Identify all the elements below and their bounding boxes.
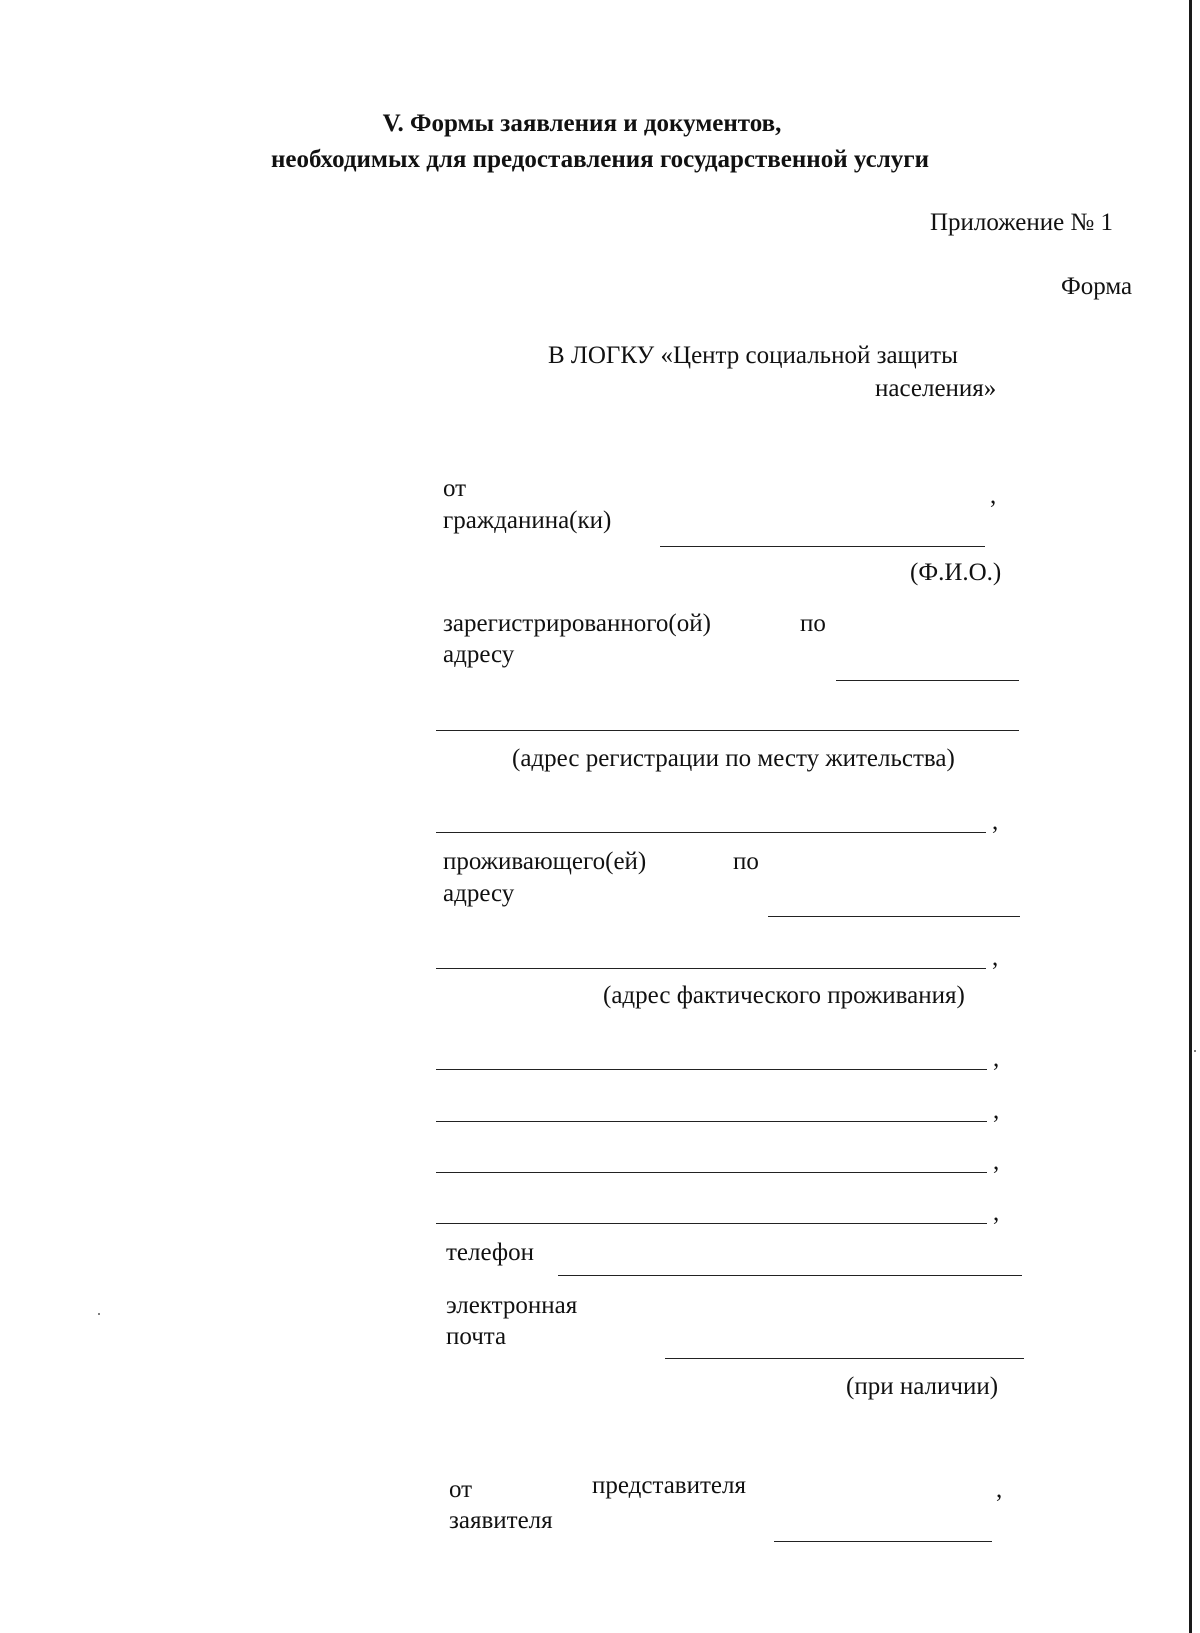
scan-speck xyxy=(1194,1050,1196,1052)
residence-label: проживающего(ей) xyxy=(443,848,647,875)
comma: , xyxy=(992,808,999,835)
registration-po-label: по xyxy=(800,610,826,637)
email-label-1: электронная xyxy=(446,1292,578,1319)
registration-line-3[interactable] xyxy=(436,832,986,833)
email-line[interactable] xyxy=(665,1358,1024,1359)
comma: , xyxy=(992,944,999,971)
heading-line-1: V. Формы заявления и документов, xyxy=(382,110,782,137)
extra-line-3[interactable] xyxy=(436,1172,987,1173)
residence-line-2[interactable] xyxy=(436,968,986,969)
form-label: Форма xyxy=(1061,273,1133,300)
extra-line-1[interactable] xyxy=(436,1069,987,1070)
addressee-line-1: В ЛОГКУ «Центр социальной защиты xyxy=(548,342,958,369)
extra-line-4[interactable] xyxy=(436,1223,987,1224)
comma: , xyxy=(996,1476,1003,1503)
citizen-label: гражданина(ки) xyxy=(443,507,612,534)
residence-caption: (адрес фактического проживания) xyxy=(603,982,965,1009)
registration-caption: (адрес регистрации по месту жительства) xyxy=(512,745,955,772)
scan-edge xyxy=(1189,0,1192,1633)
phone-label: телефон xyxy=(446,1239,534,1266)
registration-line-1[interactable] xyxy=(836,680,1019,681)
rep-from-label: от xyxy=(449,1476,473,1503)
rep-applicant-label: заявителя xyxy=(449,1507,553,1534)
registration-label: зарегистрированного(ой) xyxy=(443,610,711,637)
addressee-line-2: населения» xyxy=(875,375,997,402)
heading-line-2: необходимых для предоставления государственной услуги xyxy=(271,146,929,173)
comma: , xyxy=(993,1148,1000,1175)
phone-line[interactable] xyxy=(558,1275,1022,1276)
registration-line-2[interactable] xyxy=(436,730,1019,731)
scan-speck xyxy=(98,1313,100,1315)
comma: , xyxy=(993,1199,1000,1226)
appendix-label: Приложение № 1 xyxy=(930,209,1114,236)
comma: , xyxy=(993,1045,1000,1072)
residence-line-1[interactable] xyxy=(768,916,1020,917)
email-label-2: почта xyxy=(446,1323,507,1350)
email-caption: (при наличии) xyxy=(846,1373,999,1400)
representative-line[interactable] xyxy=(774,1541,992,1542)
fio-caption: (Ф.И.О.) xyxy=(910,559,1002,586)
extra-line-2[interactable] xyxy=(436,1121,987,1122)
comma: , xyxy=(990,482,997,509)
residence-address-label: адресу xyxy=(443,880,515,907)
residence-po-label: по xyxy=(733,848,759,875)
rep-label: представителя xyxy=(592,1472,746,1499)
fio-line[interactable] xyxy=(660,546,985,547)
from-label: от xyxy=(443,475,467,502)
comma: , xyxy=(993,1097,1000,1124)
registration-address-label: адресу xyxy=(443,641,515,668)
